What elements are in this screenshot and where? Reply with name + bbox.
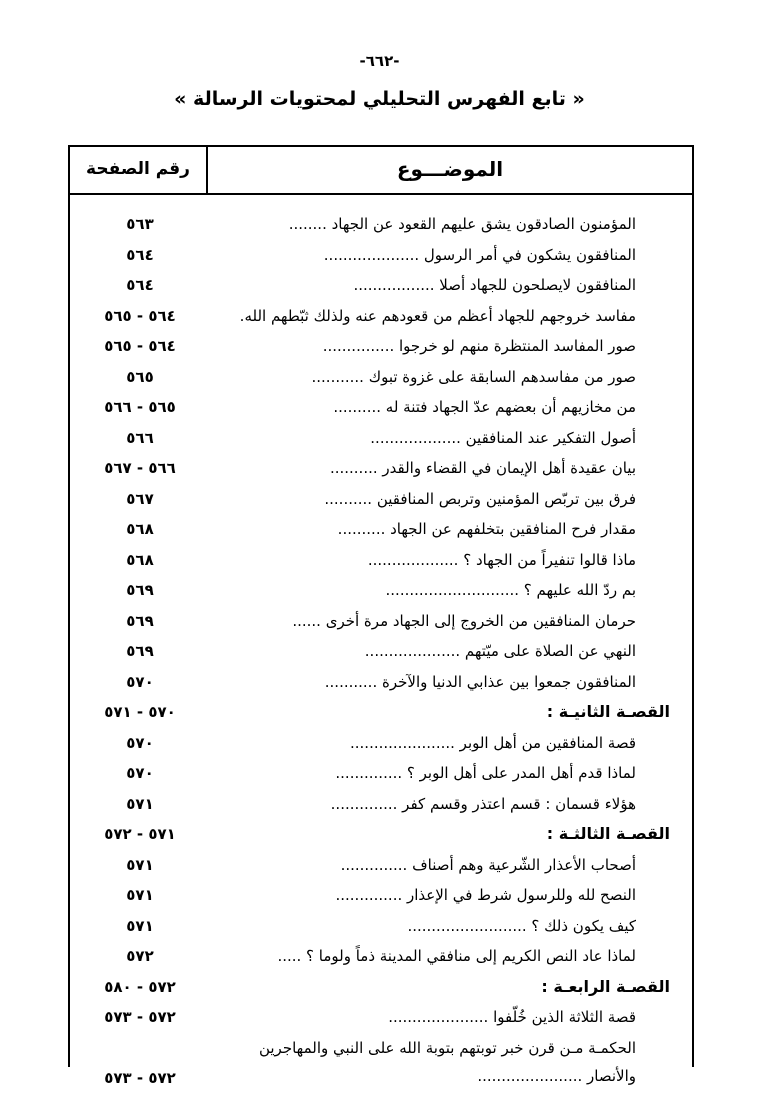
index-topic: لماذا عاد النص الكريم إلى منافقي المدينة ذماً ولوما ؟ ..... xyxy=(277,947,636,965)
index-page-range: ٥٧١ xyxy=(126,916,154,935)
index-page-range: ٥٦٤ - ٥٦٥ xyxy=(104,337,176,355)
index-topic: قصة المنافقين من أهل الوبر ...................... xyxy=(350,733,636,752)
index-row xyxy=(70,454,692,485)
index-row xyxy=(70,790,692,821)
index-page-range: ٥٧٢ - ٥٧٣ xyxy=(104,1008,176,1026)
index-page-range: ٥٦٩ xyxy=(126,611,154,630)
index-topic: قصة الثلاثة الذين خُلّفوا ..................... xyxy=(388,1008,636,1026)
index-page-range: ٥٧١ xyxy=(126,886,154,904)
section-heading-row xyxy=(70,698,692,729)
index-topic: النهي عن الصلاة على ميّتهم .................... xyxy=(364,642,636,660)
index-page-range: ٥٧٢ - ٥٨٠ xyxy=(104,977,176,996)
index-row xyxy=(70,424,692,455)
index-page-range: ٥٦٩ xyxy=(126,642,154,660)
index-row xyxy=(70,485,692,516)
index-row xyxy=(70,1034,692,1092)
index-topic: كيف يكون ذلك ؟ ......................... xyxy=(407,916,636,935)
index-row xyxy=(70,607,692,638)
index-page-range: ٥٧٢ xyxy=(126,947,154,965)
index-page-range: ٥٧١ xyxy=(126,794,154,813)
index-page-range: ٥٧٠ xyxy=(126,764,154,782)
index-row xyxy=(70,271,692,302)
index-topic: فرق بين تربّص المؤمنين وتربص المنافقين .......... xyxy=(324,489,636,508)
index-page-range: ٥٦٥ xyxy=(126,367,154,386)
index-row xyxy=(70,729,692,760)
header-topic: الموضـــوع xyxy=(396,157,504,181)
index-page-range: ٥٧٠ xyxy=(126,672,154,691)
index-row xyxy=(70,881,692,912)
index-topic: المنافقون لايصلحون للجهاد أصلا ................. xyxy=(353,276,636,294)
index-row xyxy=(70,210,692,241)
index-topic: أصول التفكير عند المنافقين ................... xyxy=(370,428,636,447)
index-topic: مقدار فرح المنافقين بتخلفهم عن الجهاد .......... xyxy=(337,520,636,538)
index-row xyxy=(70,515,692,546)
section-heading-row xyxy=(70,820,692,851)
index-rows xyxy=(70,210,692,1092)
index-topic: ماذا قالوا تنفيراً من الجهاد ؟ ................... xyxy=(367,550,636,569)
index-row xyxy=(70,912,692,943)
index-page-range: ٥٦٣ xyxy=(126,215,154,233)
index-row xyxy=(70,546,692,577)
section-heading-row xyxy=(70,973,692,1004)
index-page-range: ٥٦٦ xyxy=(126,428,154,447)
index-topic: لماذا قدم أهل المدر على أهل الوبر ؟ .............. xyxy=(335,764,636,782)
index-row xyxy=(70,363,692,394)
index-page-range: ٥٦٦ - ٥٦٧ xyxy=(104,459,176,477)
index-row xyxy=(70,576,692,607)
index-page-range: ٥٦٨ xyxy=(126,550,154,569)
index-topic: المنافقون يشكون في أمر الرسول .................... xyxy=(323,245,636,264)
header-page-number: رقم الصفحة xyxy=(86,159,190,179)
index-topic: بم ردّ الله عليهم ؟ ............................ xyxy=(385,581,636,599)
index-page-range: ٥٧٢ - ٥٧٣ xyxy=(104,1068,176,1087)
index-topic: الحكمـة مـن قرن خبر توبتهم بتوبة الله على النبي والمهاجرين والأنصار ...................... xyxy=(258,1038,636,1085)
index-page-range: ٥٧١ xyxy=(126,855,154,874)
index-topic: من مخازيهم أن بعضهم عدّ الجهاد فتنة له .......... xyxy=(333,398,636,416)
index-topic: بيان عقيدة أهل الإيمان في القضاء والقدر .......... xyxy=(329,459,636,477)
index-topic: صور من مفاسدهم السابقة على غزوة تبوك ........... xyxy=(311,367,636,386)
index-page-range: ٥٧٠ xyxy=(126,733,154,752)
index-topic: المؤمنون الصادقون يشق عليهم القعود عن الجهاد ........ xyxy=(288,215,636,233)
index-page-range: ٥٦٥ - ٥٦٦ xyxy=(104,398,176,416)
section-heading: القصـة الرابعـة : xyxy=(541,976,670,996)
index-page-range: ٥٧١ - ٥٧٢ xyxy=(104,825,176,843)
index-topic: حرمان المنافقين من الخروج إلى الجهاد مرة أخرى ...... xyxy=(292,611,636,630)
section-heading: القصـة الثالثـة : xyxy=(546,824,670,843)
page-title: « تابع الفهرس التحليلي لمحتويات الرسالة » xyxy=(174,88,585,110)
index-page-range: ٥٦٤ xyxy=(126,245,154,264)
index-topic: المنافقون جمعوا بين عذابي الدنيا والآخرة ........... xyxy=(324,672,636,691)
index-row xyxy=(70,851,692,882)
index-row xyxy=(70,759,692,790)
index-page-range: ٥٦٨ xyxy=(126,520,154,538)
index-row xyxy=(70,942,692,973)
index-page-range: ٥٦٩ xyxy=(126,581,154,599)
header-bottom-rule xyxy=(68,193,694,195)
index-page-range: ٥٦٤ - ٥٦٥ xyxy=(104,306,176,325)
index-row xyxy=(70,393,692,424)
index-topic: صور المفاسد المنتظرة منهم لو خرجوا ............... xyxy=(322,337,636,355)
index-topic: أصحاب الأعذار الشّرعية وهم أصناف .............. xyxy=(340,855,636,874)
index-row xyxy=(70,302,692,333)
index-row xyxy=(70,332,692,363)
index-row xyxy=(70,1003,692,1034)
index-page-range: ٥٦٤ xyxy=(126,276,154,294)
page-number: -٦٦٢- xyxy=(359,52,400,70)
index-row xyxy=(70,637,692,668)
section-heading: القصـة الثانيـة : xyxy=(546,702,670,721)
index-page-range: ٥٧٠ - ٥٧١ xyxy=(104,703,176,721)
index-topic: مفاسد خروجهم للجهاد أعظم من قعودهم عنه ولذلك ثبّطهم الله. xyxy=(239,306,636,325)
index-row xyxy=(70,241,692,272)
index-row xyxy=(70,668,692,699)
index-topic: النصح لله وللرسول شرط في الإعذار .............. xyxy=(335,886,636,904)
index-page-range: ٥٦٧ xyxy=(126,489,154,508)
index-topic: هؤلاء قسمان : قسم اعتذر وقسم كفر .............. xyxy=(330,794,636,813)
